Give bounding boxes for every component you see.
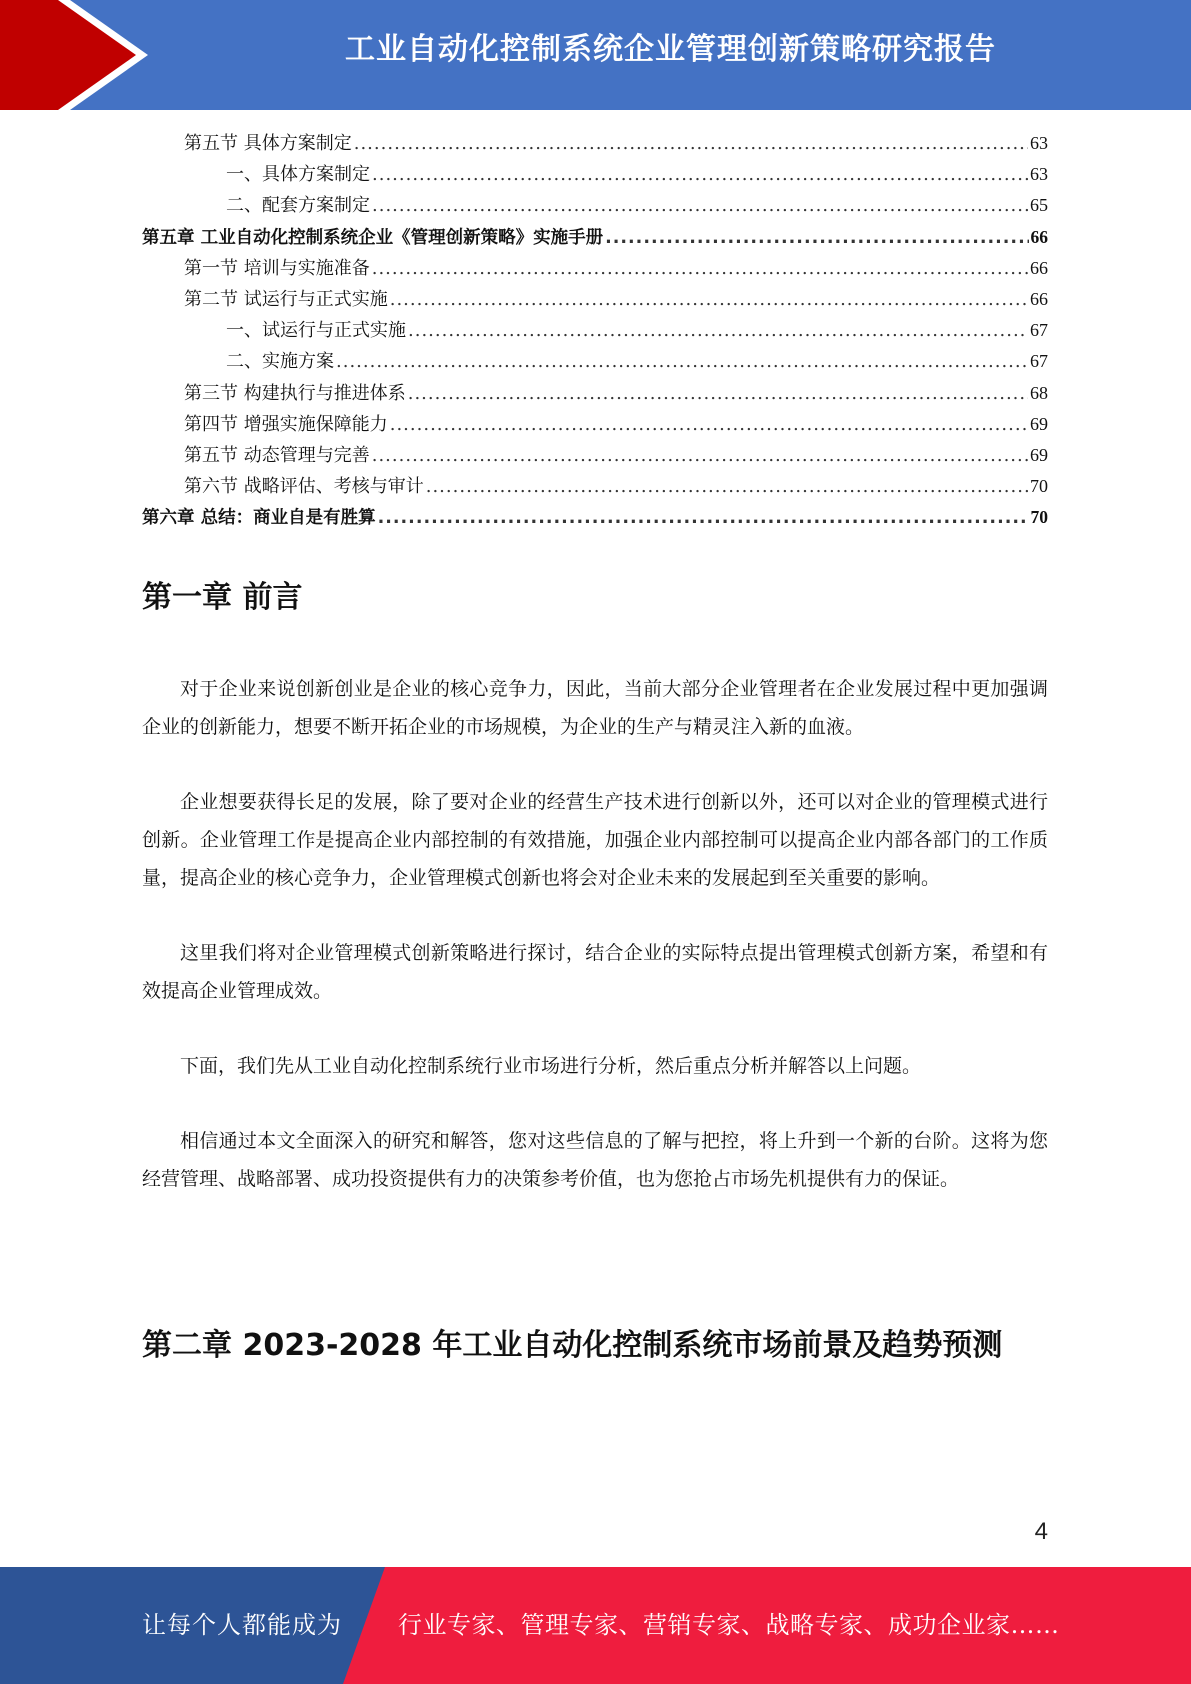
toc-dot-leader [336,346,1028,377]
toc-dot-leader [408,315,1028,346]
toc-entry[interactable] [142,471,1048,502]
toc-entry-page: 68 [1030,382,1048,403]
body-paragraph: 相信通过本文全面深入的研究和解答，您对这些信息的了解与把控，将上升到一个新的台阶。这将为您经营管理、战略部署、成功投资提供有力的决策参考价值，也为您抢占市场先机提供有力的保证。 [142,1130,1048,1190]
toc-entry-label: 第三节 构建执行与推进体系 [184,382,406,404]
toc-dot-leader [426,471,1028,502]
page-footer [0,1567,1191,1684]
toc-entry[interactable] [142,409,1048,440]
toc-entry-page: 69 [1030,413,1048,434]
page-header [0,0,1191,110]
chapter-1-body [142,670,1048,1235]
table-of-contents [142,128,1048,533]
body-paragraph: 企业想要获得长足的发展，除了要对企业的经营生产技术进行创新以外，还可以对企业的管理模式进行创新。企业管理工作是提高企业内部控制的有效措施，加强企业内部控制可以提高企业内部各部门的工作质量，提高企业的核心竞争力，企业管理模式创新也将会对企业未来的发展起到至关重要的影响。 [142,791,1048,889]
toc-entry-page: 67 [1030,351,1048,372]
toc-entry-page: 70 [1030,507,1048,528]
toc-entry-page: 70 [1030,476,1048,497]
toc-dot-leader [372,190,1028,221]
toc-entry-label: 一、具体方案制定 [226,164,370,186]
body-paragraph: 对于企业来说创新创业是企业的核心竞争力，因此，当前大部分企业管理者在企业发展过程中更加强调企业的创新能力，想要不断开拓企业的市场规模，为企业的生产与精灵注入新的血液。 [142,678,1048,738]
report-title: 工业自动化控制系统企业管理创新策略研究报告 [345,32,996,67]
toc-entry-page: 66 [1030,288,1048,309]
body-paragraph: 这里我们将对企业管理模式创新策略进行探讨，结合企业的实际特点提出管理模式创新方案，希望和有效提高企业管理成效。 [142,942,1048,1002]
toc-entry[interactable] [142,440,1048,471]
toc-entry-label: 二、配套方案制定 [226,195,370,217]
toc-dot-leader [372,253,1028,284]
toc-entry[interactable] [142,253,1048,284]
toc-entry-label: 第一节 培训与实施准备 [184,257,370,279]
toc-dot-leader [354,128,1028,159]
toc-entry-label: 第四节 增强实施保障能力 [184,413,388,435]
toc-entry-page: 67 [1030,320,1048,341]
toc-dot-leader [372,440,1028,471]
toc-dot-leader [605,223,1028,254]
toc-dot-leader [390,284,1028,315]
toc-entry[interactable] [142,346,1048,377]
toc-entry[interactable] [142,190,1048,221]
footer-slogan-right: 行业专家、管理专家、营销专家、战略专家、成功企业家…… [398,1611,1060,1639]
toc-entry-page: 63 [1030,133,1048,153]
toc-entry-label: 一、试运行与正式实施 [226,320,406,342]
footer-slogan-left: 让每个人都能成为 [142,1611,342,1639]
toc-entry[interactable] [142,315,1048,346]
toc-entry[interactable] [142,378,1048,409]
toc-entry-label: 第六章 总结：商业自是有胜算 [142,508,376,529]
toc-entry-label: 第二节 试运行与正式实施 [184,288,388,310]
header-red-arrow-shape [0,0,160,110]
toc-entry-page: 69 [1030,444,1048,465]
page-number: 4 [1034,1518,1048,1545]
toc-dot-leader [408,378,1028,409]
body-paragraph: 下面，我们先从工业自动化控制系统行业市场进行分析，然后重点分析并解答以上问题。 [180,1055,922,1077]
toc-entry-page: 66 [1030,257,1048,278]
toc-dot-leader [390,409,1028,440]
toc-dot-leader [378,503,1029,534]
chapter-1-heading: 第一章 前言 [142,580,303,615]
toc-entry[interactable] [142,502,1048,533]
toc-entry[interactable] [142,159,1048,190]
toc-entry-page: 63 [1030,164,1048,185]
toc-entry-label: 第五节 动态管理与完善 [184,444,370,466]
toc-entry[interactable] [142,222,1048,253]
toc-dot-leader [372,159,1028,190]
toc-entry[interactable] [142,128,1048,159]
toc-entry-label: 第六节 战略评估、考核与审计 [184,476,424,498]
toc-entry-label: 二、实施方案 [226,351,334,373]
toc-entry-page: 65 [1030,195,1048,216]
toc-entry[interactable] [142,284,1048,315]
toc-entry-label: 第五节 具体方案制定 [184,133,352,154]
toc-entry-label: 第五章 工业自动化控制系统企业《管理创新策略》实施手册 [142,227,604,248]
toc-entry-page: 66 [1030,226,1048,247]
chapter-2-heading: 第二章 2023-2028 年工业自动化控制系统市场前景及趋势预测 [142,1328,1003,1363]
